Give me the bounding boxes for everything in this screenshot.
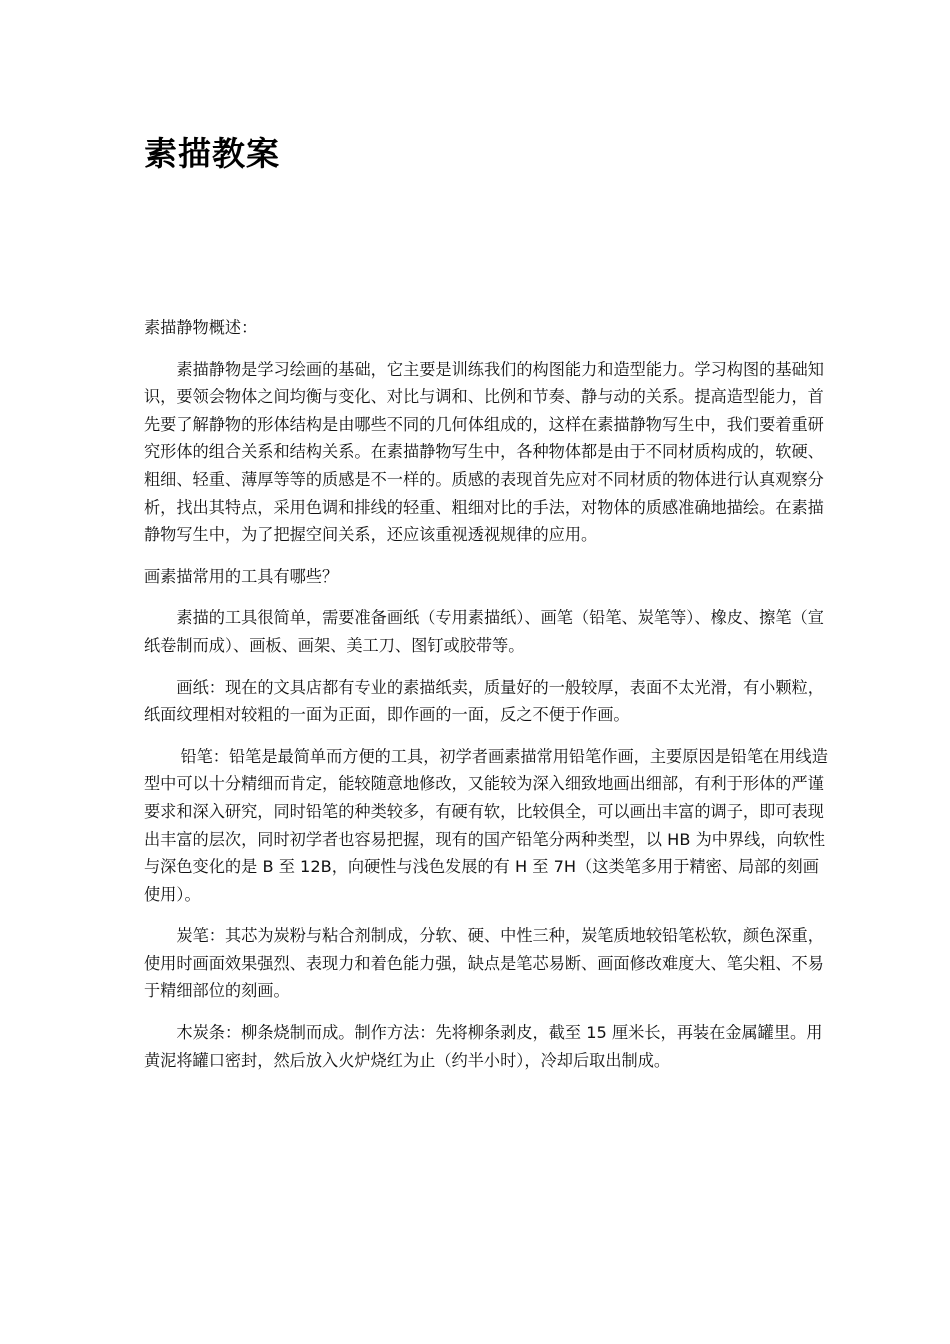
paragraph-still-life-overview: 素描静物是学习绘画的基础，它主要是训练我们的构图能力和造型能力。学习构图的基础知识，要领会物体之间均衡与变化、对比与调和、比例和节奏、静与动的关系。提高造型能力，首先要了解静物的形体结构是由哪些不同的几何体组成的，这样在素描静物写生中，我们要着重研究形体的组合关系和结构关系。在素描静物写生中，各种物体都是由于不同材质构成的，软硬、粗细、轻重、薄厚等等的质感是不一样的。质感的表现首先应对不同材质的物体进行认真观察分析，找出其特点，采用色调和排线的轻重、粗细对比的手法，对物体的质感准确地描绘。在素描静物写生中，为了把握空间关系，还应该重视透视规律的应用。: [144, 359, 824, 545]
paragraph-charcoal-pencil: 炭笔：其芯为炭粉与粘合剂制成，分软、硬、中性三种，炭笔质地较铅笔松软，颜色深重，使用时画面效果强烈、表现力和着色能力强，缺点是笔芯易断、画面修改难度大、笔尖粗、不易于精细部位的刻画。: [144, 926, 824, 1001]
paragraph-paper: 画纸：现在的文具店都有专业的素描纸卖，质量好的一般较厚，表面不太光滑，有小颗粒，纸面纹理相对较粗的一面为正面，即作画的一面，反之不便于作画。: [144, 677, 824, 725]
paragraph-charcoal-stick: 木炭条：柳条烧制而成。制作方法：先将柳条剥皮，截至 15 厘米长，再装在金属罐里。用黄泥将罐口密封，然后放入火炉烧红为止（约半小时），冷却后取出制成。: [144, 1023, 823, 1070]
section-heading-still-life-overview: 素描静物概述：: [144, 318, 258, 337]
paragraph-tools-list: 素描的工具很简单，需要准备画纸（专用素描纸）、画笔（铅笔、炭笔等）、橡皮、擦笔（宣纸卷制而成）、画板、画架、美工刀、图钉或胶带等。: [144, 608, 824, 655]
document-body: [144, 314, 834, 1088]
document-title: 素描教案: [144, 134, 280, 173]
paragraph-pencil: 铅笔：铅笔是最简单而方便的工具，初学者画素描常用铅笔作画，主要原因是铅笔在用线造型中可以十分精细而肯定，能较随意地修改，又能较为深入细致地画出细部，有利于形体的严谨要求和深入研究，同时铅笔的种类较多，有硬有软，比较俱全，可以画出丰富的调子，即可表现出丰富的层次，同时初学者也容易把握，现有的国产铅笔分两种类型，以 HB 为中界线，向软性与深色变化的是 B 至 12B，向硬性与浅色发展的有 H 至 7H（这类笔多用于精密、局部的刻画使用）。: [144, 746, 828, 904]
section-heading-drawing-tools: 画素描常用的工具有哪些？: [144, 566, 339, 586]
